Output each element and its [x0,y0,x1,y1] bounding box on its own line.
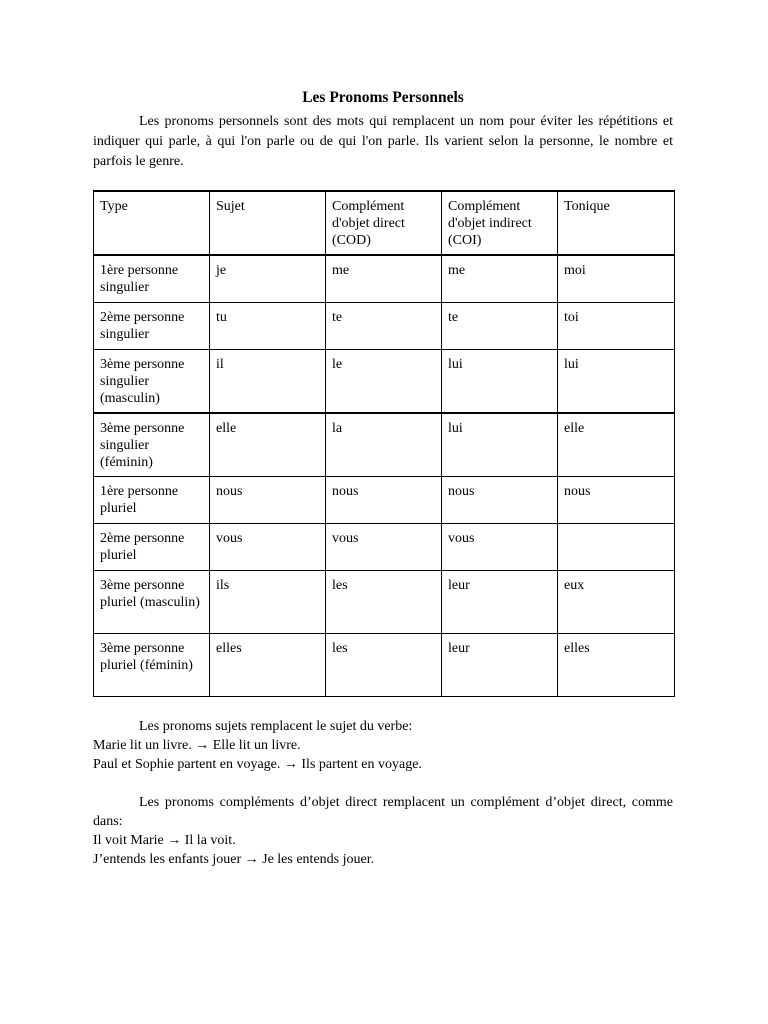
cell-type: 1ère personne pluriel [94,477,210,524]
cell-type: 2ème personne singulier [94,303,210,350]
table-row [94,413,675,477]
header-type: Type [94,191,210,255]
cell-tonique: elle [558,413,675,477]
cell-type: 3ème personne pluriel (féminin) [94,634,210,697]
table-row [94,524,675,571]
cell-tonique [558,524,675,571]
cell-coi: me [442,255,558,303]
example-line: Paul et Sophie partent en voyage. → Ils partent en voyage. [93,757,422,772]
header-cod: Complément d'objet direct (COD) [326,191,442,255]
cell-tonique: nous [558,477,675,524]
cell-cod: les [326,571,442,634]
cell-coi: vous [442,524,558,571]
intro-paragraph: Les pronoms personnels sont des mots qui remplacent un nom pour éviter les répétitions et indiquer qui parle, à qui l'on parle ou de qui l'on parle. Ils varient selon la personne, le nombre et parfois le genre. [93,114,673,169]
table-row [94,303,675,350]
table-row [94,634,675,697]
cell-sujet: elles [210,634,326,697]
table-row [94,477,675,524]
cell-tonique: toi [558,303,675,350]
example-line: Marie lit un livre. → Elle lit un livre. [93,738,301,753]
table-header-row [94,191,675,255]
document-content [93,88,673,869]
cell-type: 3ème personne pluriel (masculin) [94,571,210,634]
table-row [94,350,675,414]
cell-coi: leur [442,571,558,634]
cell-coi: lui [442,413,558,477]
cell-cod: la [326,413,442,477]
cell-tonique: lui [558,350,675,414]
cell-cod: nous [326,477,442,524]
cell-cod: vous [326,524,442,571]
cell-type: 1ère personne singulier [94,255,210,303]
cod-pronouns-section [93,793,673,869]
cell-tonique: moi [558,255,675,303]
cell-tonique: elles [558,634,675,697]
cell-cod: le [326,350,442,414]
cell-cod: te [326,303,442,350]
cell-sujet: vous [210,524,326,571]
cell-sujet: nous [210,477,326,524]
header-tonique: Tonique [558,191,675,255]
cell-sujet: je [210,255,326,303]
cell-coi: te [442,303,558,350]
example-line: J’entends les enfants jouer → Je les entends jouer. [93,852,375,867]
cell-cod: me [326,255,442,303]
example-line: Il voit Marie → Il la voit. [93,833,236,848]
cell-type: 2ème personne pluriel [94,524,210,571]
cell-sujet: elle [210,413,326,477]
cell-tonique: eux [558,571,675,634]
subject-pronouns-section [93,717,673,774]
cell-coi: nous [442,477,558,524]
section-intro: Les pronoms sujets remplacent le sujet du verbe: [139,719,413,734]
cell-coi: leur [442,634,558,697]
table-row [94,255,675,303]
cell-sujet: ils [210,571,326,634]
table-row [94,571,675,634]
cell-coi: lui [442,350,558,414]
header-coi: Complément d'objet indirect (COI) [442,191,558,255]
section-intro: Les pronoms compléments d’objet direct remplacent un complément d’objet direct, comme dans: [93,795,673,829]
header-sujet: Sujet [210,191,326,255]
cell-sujet: tu [210,303,326,350]
page-title: Les Pronoms Personnels [302,89,464,106]
cell-sujet: il [210,350,326,414]
cell-type: 3ème personne singulier (masculin) [94,350,210,414]
cell-cod: les [326,634,442,697]
pronouns-table [93,190,675,697]
cell-type: 3ème personne singulier (féminin) [94,413,210,477]
